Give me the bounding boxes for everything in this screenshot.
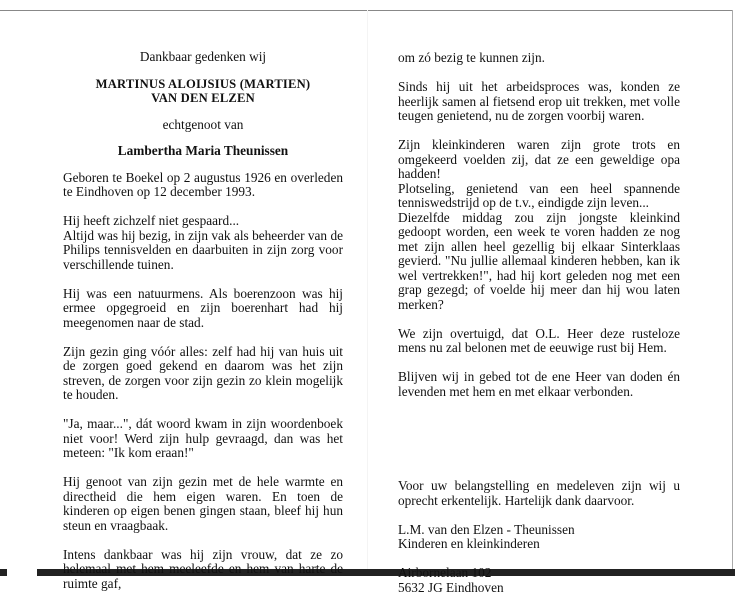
paragraph-1a: Hij heeft zichzelf niet gespaard... <box>63 214 343 229</box>
deceased-name-line1: MARTINUS ALOIJSIUS (MARTIEN) <box>63 77 343 92</box>
spouse-name: Lambertha Maria Theunissen <box>63 144 343 159</box>
paragraph-retirement: Sinds hij uit het arbeidsproces was, konden ze heerlijk samen al fietsend erop uit trekken, met volle teugen genietend, nu de zorgen voorbij waren. <box>398 80 680 124</box>
paragraph-baptism: Diezelfde middag zou zijn jongste kleinkind gedoopt worden, een week te voren hadden ze nog met zijn allen heel gezellig bij elkaar Sinterklaas gevierd. "Nu jullie allemaal kinderen hebben, kan ik wel vertrekken!", had hij kort geleden nog met een grap gezegd; of voelde hij meer dan hij wou laten merken? <box>398 211 680 313</box>
paragraph-faith: We zijn overtuigd, dat O.L. Heer deze rusteloze mens nu zal belonen met de eeuwige rust bij Hem. <box>398 327 680 356</box>
right-column <box>398 51 680 595</box>
address-line2: 5632 JG Eindhoven <box>398 581 680 595</box>
address-line1: Airbornelaan 102 <box>398 566 680 581</box>
scan-border-top <box>0 10 732 11</box>
paragraph-6: Intens dankbaar was hij zijn vrouw, dat ze zo helemaal met hem meeleefde en hem van harte de ruimte gaf, <box>63 548 343 592</box>
birth-death-text: Geboren te Boekel op 2 augustus 1926 en overleden te Eindhoven op 12 december 1993. <box>63 171 343 200</box>
paragraph-4: "Ja, maar...", dát woord kwam in zijn woordenboek niet voor! Werd zijn hulp gevraagd, dan was het meteen: "Ik kom eraan!" <box>63 417 343 461</box>
paragraph-prayer: Blijven wij in gebed tot de ene Heer van doden én levenden met hem en met elkaar verbonden. <box>398 370 680 399</box>
paragraph-1b: Altijd was hij bezig, in zijn vak als beheerder van de Philips tennisvelden en daarbuiten in zijn zorg voor verschillende tuinen. <box>63 229 343 273</box>
left-column <box>63 50 343 591</box>
paragraph-grandchildren: Zijn kleinkinderen waren zijn grote trots en omgekeerd voelden zij, dat ze een geweldige opa hadden! <box>398 138 680 182</box>
spouse-intro: echtgenoot van <box>63 118 343 133</box>
thanks-text: Voor uw belangstelling en medeleven zijn wij u oprecht erkentelijk. Hartelijk dank daarvoor. <box>398 479 680 508</box>
continuation-text: om zó bezig te kunnen zijn. <box>398 51 680 66</box>
signature-line1: L.M. van den Elzen - Theunissen <box>398 523 680 538</box>
paragraph-5: Hij genoot van zijn gezin met de hele warmte en directheid die hem eigen waren. En toen de kinderen op eigen benen gingen staan, bleef hij hun steun en vraagbaak. <box>63 475 343 533</box>
paragraph-2: Hij was een natuurmens. Als boerenzoon was hij ermee opgegroeid en zijn boerenhart had hij meegenomen naar de stad. <box>63 287 343 331</box>
scan-edge-gap <box>7 569 37 576</box>
paragraph-suddenly: Plotseling, genietend van een heel spannende tenniswedstrijd op de t.v., eindigde zijn leven... <box>398 182 680 211</box>
signature-line2: Kinderen en kleinkinderen <box>398 537 680 552</box>
card-fold <box>367 10 368 569</box>
deceased-name-line2: VAN DEN ELZEN <box>63 91 343 106</box>
paragraph-3: Zijn gezin ging vóór alles: zelf had hij van huis uit de zorgen goed gekend en daarom was het zijn streven, de zorgen voor zijn gezin zo klein mogelijk te houden. <box>63 345 343 403</box>
intro-text: Dankbaar gedenken wij <box>63 50 343 65</box>
scan-border-right <box>732 10 733 576</box>
